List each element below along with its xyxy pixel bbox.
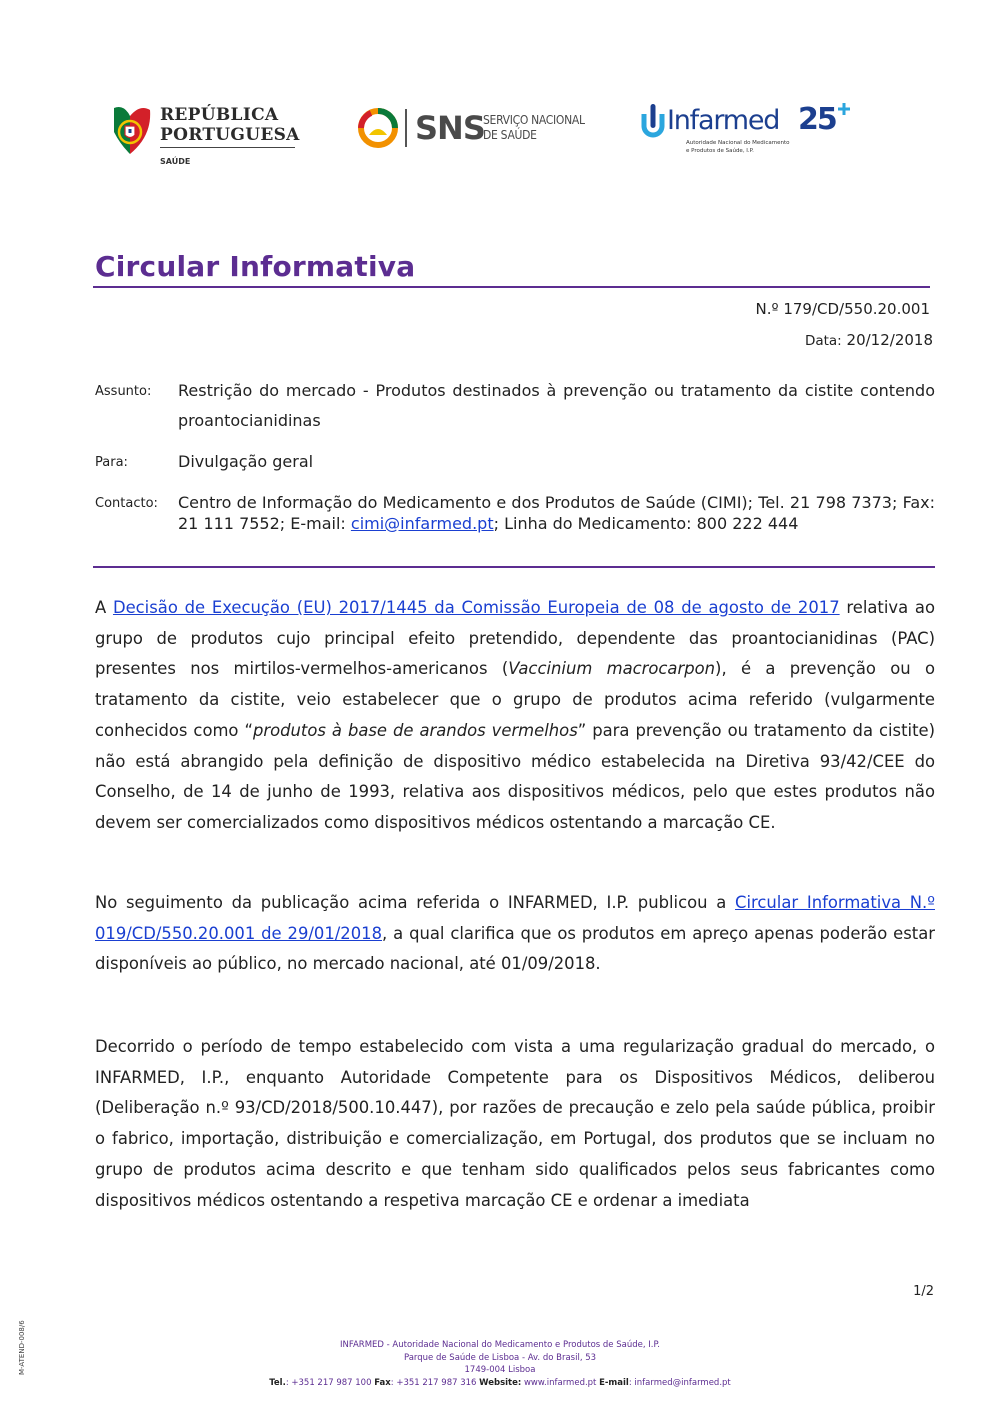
infarmed-subtitle-1: Autoridade Nacional do Medicamento	[686, 140, 790, 146]
date-label: Data:	[804, 333, 842, 349]
document-date	[805, 331, 933, 349]
infarmed-logo	[640, 100, 860, 162]
sns-abbr: SNS	[415, 109, 485, 147]
paragraph-1	[95, 593, 935, 839]
sns-emblem-icon	[357, 107, 399, 149]
paragraph-2	[95, 888, 935, 980]
website-label: Website:	[479, 1378, 522, 1388]
contacto-text-a: Centro de Informação do Medicamento e dos Produtos de Saúde (CIMI); Tel. 21 798 7373; Fax: 21 111 7552; E-mail:	[178, 493, 935, 533]
footer-postcode: 1749-004 Lisboa	[464, 1365, 536, 1375]
contacto-value	[178, 493, 935, 534]
republica-portuguesa-logo	[110, 102, 310, 172]
sns-divider	[405, 109, 407, 147]
para-label: Para:	[95, 455, 128, 470]
coat-of-arms-icon	[110, 102, 158, 158]
paragraph-3: Decorrido o período de tempo estabelecido com vista a uma regularização gradual do mercado, o INFARMED, I.P., enquanto Autoridade Competente para os Dispositivos Médicos, deliberou (Deliberação n.º 93/CD/2018/500.10.447), por razões de precaução e zelo pela saúde pública, proibir o fabrico, importação, distribuição e comercialização, em Portugal, dos produtos que se incluam no grupo de produtos acima descrito e que tenham sido qualificados pelos seus fabricantes como dispositivos médicos ostentando a respetiva marcação CE e ordenar a imediata	[95, 1037, 935, 1210]
fax-value: : +351 217 987 316	[390, 1378, 480, 1388]
rp-line2: PORTUGUESA	[160, 125, 300, 145]
contacto-text-b: ; Linha do Medicamento: 800 222 444	[493, 513, 799, 533]
rp-divider	[160, 147, 295, 148]
assunto-label: Assunto:	[95, 384, 152, 399]
p2-text-b: , a qual clarifica que os produtos em apreço apenas poderão estar disponíveis ao público, no mercado nacional, até 01/09/2018.	[95, 923, 935, 974]
infarmed-subtitle-2: e Produtos de Saúde, I.P.	[686, 148, 754, 154]
p2-text-a: No seguimento da publicação acima referida o INFARMED, I.P. publicou a	[95, 893, 736, 912]
header-separator	[93, 566, 935, 568]
plus-icon	[837, 102, 851, 116]
decisao-execucao-link[interactable]: Decisão de Execução (EU) 2017/1445 da Comissão Europeia de 08 de agosto de 2017	[112, 598, 840, 617]
email-label: E-mail	[599, 1378, 629, 1388]
contacto-label: Contacto:	[95, 496, 158, 511]
email-value[interactable]: : infarmed@infarmed.pt	[628, 1378, 731, 1388]
p1-italic-products: produtos à base de arandos vermelhos	[252, 720, 578, 740]
infarmed-drop-icon	[640, 102, 666, 144]
footer-org: INFARMED - Autoridade Nacional do Medicamento e Produtos de Saúde, I.P.	[340, 1340, 660, 1350]
p1-italic-species: Vaccinium macrocarpon	[508, 659, 716, 679]
infarmed-name: Infarmed	[667, 105, 780, 136]
infarmed-anniversary: 25	[798, 102, 836, 137]
date-value: 20/12/2018	[846, 331, 933, 349]
fax-label: Fax	[374, 1378, 391, 1388]
sns-line1: SERVIÇO NACIONAL	[483, 113, 585, 127]
cimi-email-link[interactable]: cimi@infarmed.pt	[350, 513, 494, 533]
tel-value: : +351 217 987 100	[285, 1378, 375, 1388]
document-reference: N.º 179/CD/550.20.001	[755, 300, 930, 318]
sns-line2: DE SAÚDE	[483, 128, 537, 142]
circular-informativa-link[interactable]: Circular Informativa N.º 019/CD/550.20.001 de 29/01/2018	[95, 893, 935, 943]
p1-text-d: ” para prevenção ou tratamento da cistite) não está abrangido pela definição de dispositivo médico estabelecida na Diretiva 93/42/CEE do Conselho, de 14 de junho de 1993, relativa aos dispositivos médicos, pelo que estes produtos não devem ser comercializados como dispositivos médicos ostentando a marcação CE.	[95, 720, 935, 832]
page-number: 1/2	[913, 1284, 934, 1299]
rp-subtitle: SAÚDE	[160, 157, 191, 166]
tel-label: Tel.	[269, 1378, 286, 1388]
assunto-value: Restrição do mercado - Produtos destinados à prevenção ou tratamento da cistite contendo proantocianidinas	[178, 381, 935, 430]
footer-contacts	[0, 1378, 1000, 1388]
para-value: Divulgação geral	[178, 452, 314, 471]
rp-line1: REPÚBLICA	[160, 105, 279, 125]
p1-text-a: A	[95, 598, 113, 617]
document-title: Circular Informativa	[95, 250, 416, 283]
footer-address: Parque de Saúde de Lisboa - Av. do Brasil, 53	[403, 1353, 597, 1363]
p1-text-b: relativa ao grupo de produtos cujo principal efeito pretendido, dependente das proantocianidinas (PAC) presentes nos mirtilos-vermelhos-americanos (	[95, 598, 935, 679]
title-divider	[93, 286, 930, 288]
website-value[interactable]: www.infarmed.pt	[521, 1378, 600, 1388]
sns-logo	[357, 106, 597, 152]
p1-text-c: ), é a prevenção ou o tratamento da cistite, veio estabelecer que o grupo de produtos acima referido (vulgarmente conhecidos como “	[95, 659, 935, 740]
form-code: M-ATEND-008/6	[18, 1320, 26, 1375]
